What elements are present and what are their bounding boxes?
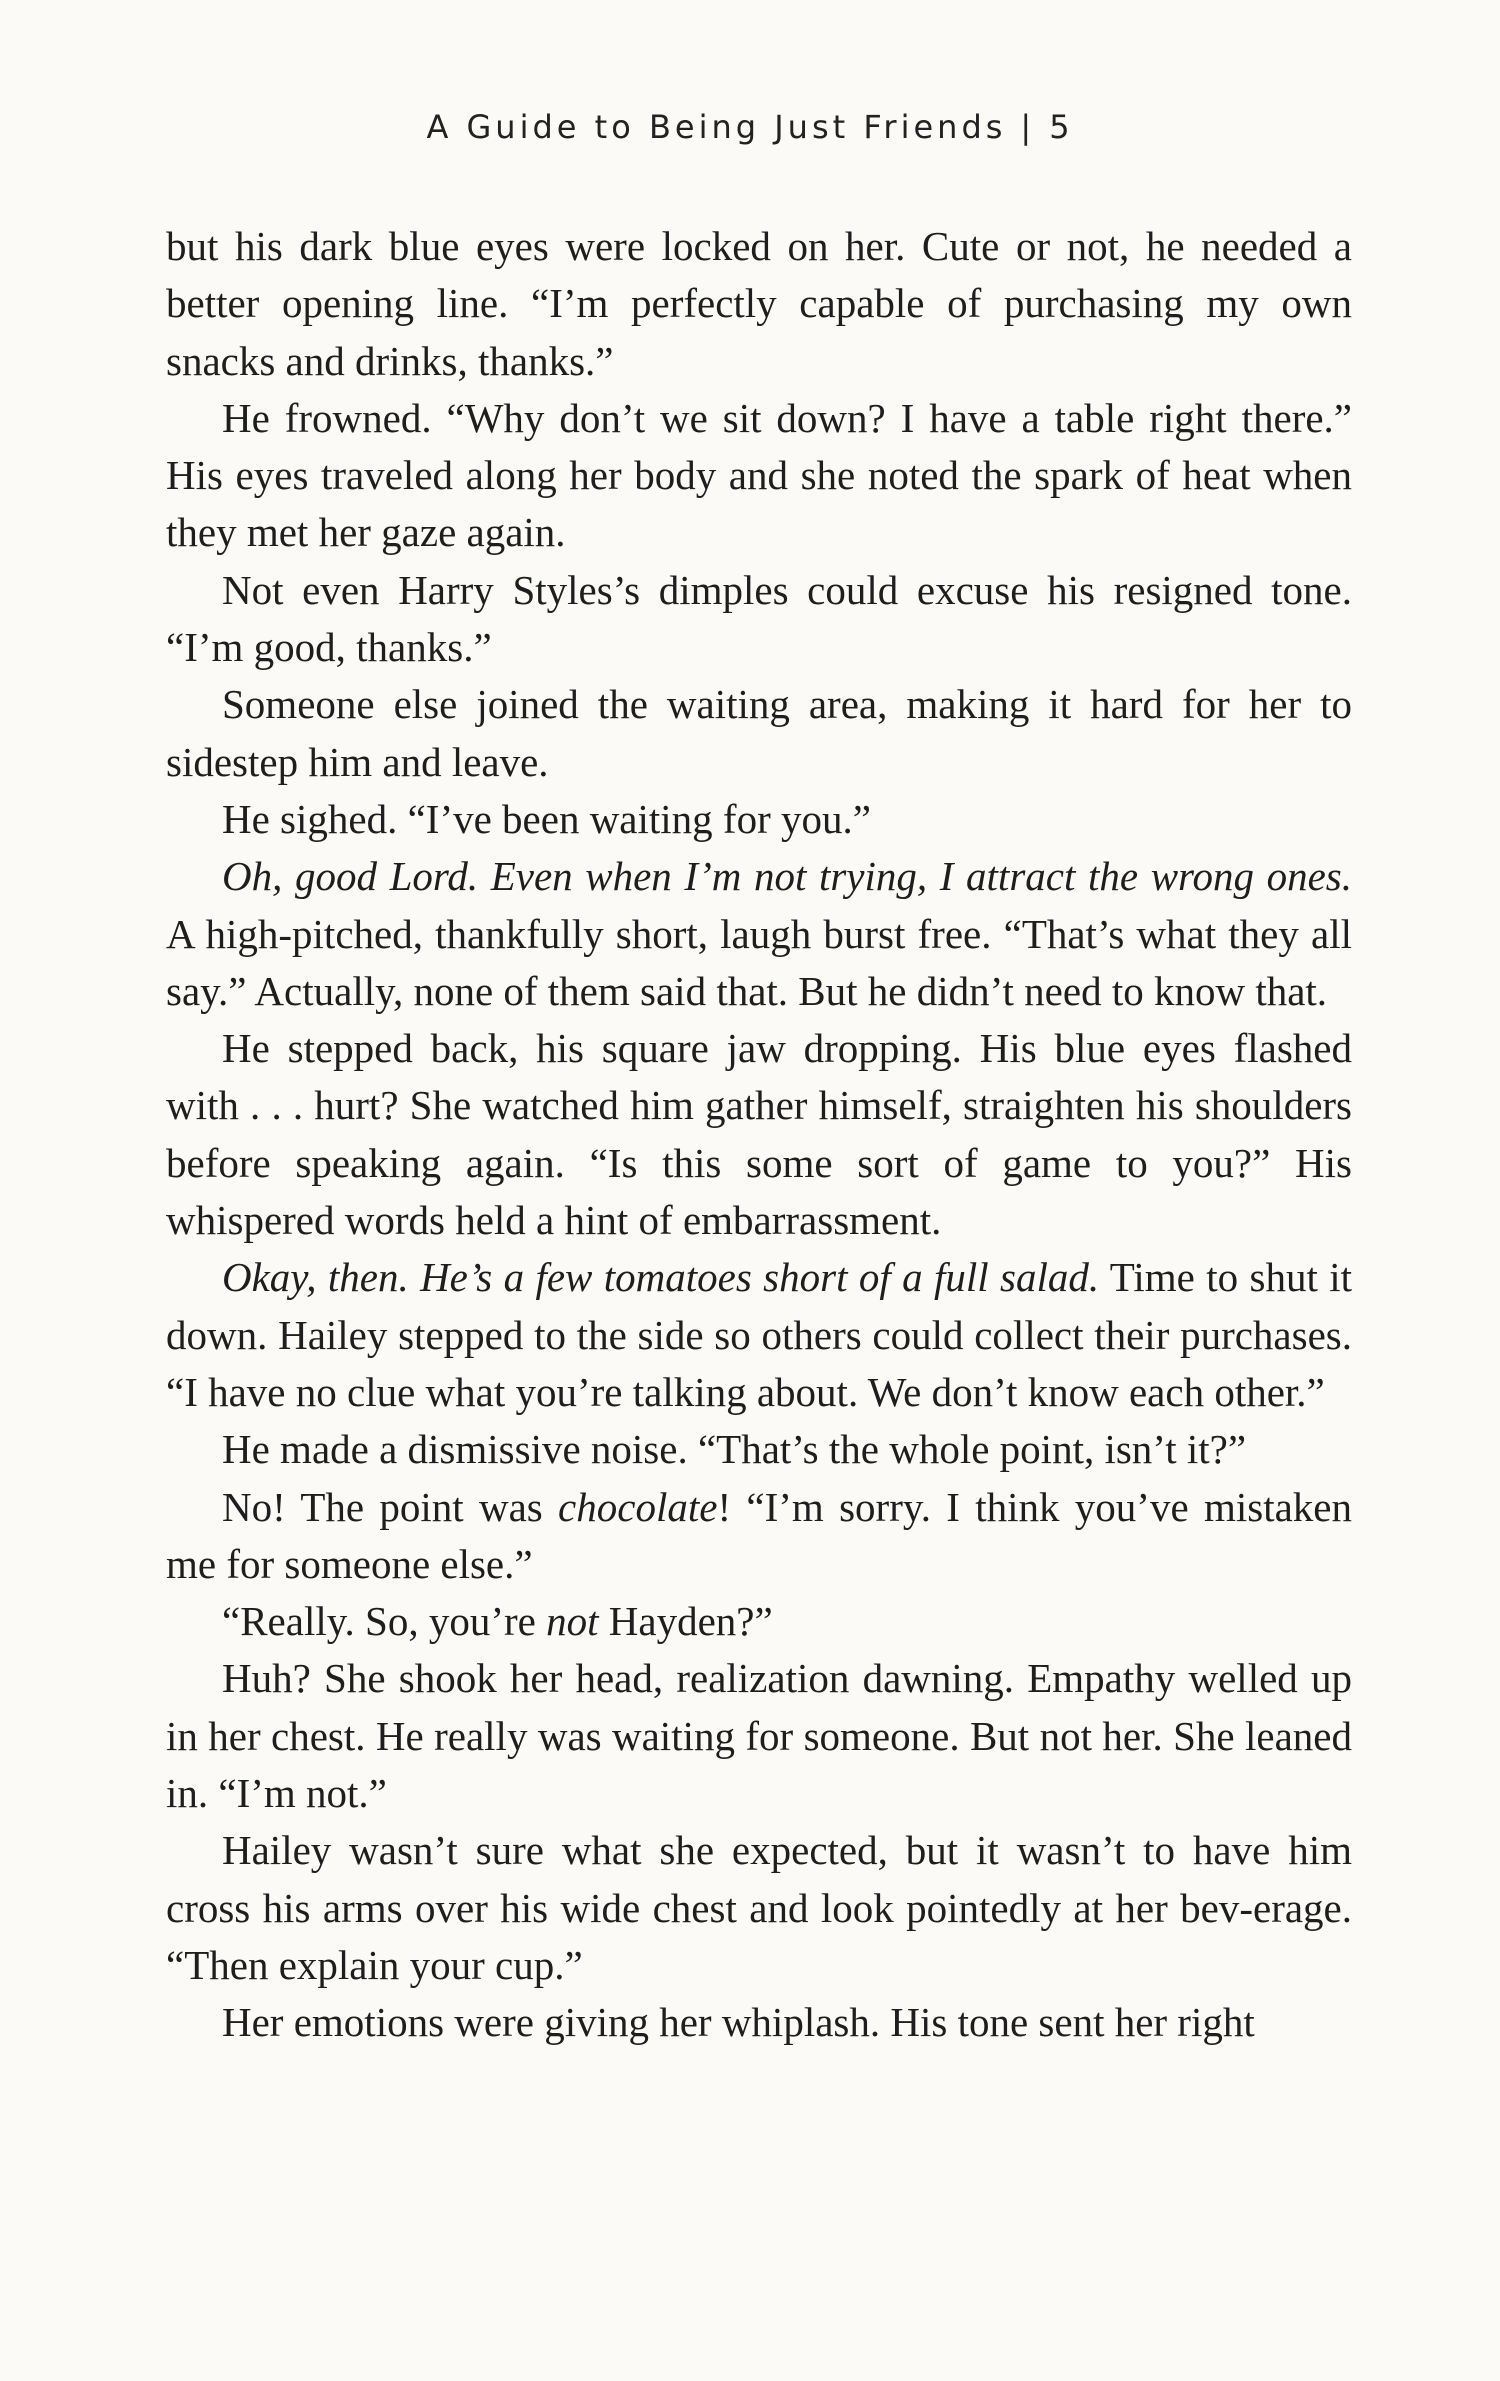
paragraph: Oh, good Lord. Even when I’m not trying, I attract the wrong ones. A high-pitched, thankfully short, laugh burst free. “That’s what they all say.” Actually, none of them said that. But he didn’t need to know that.	[166, 853, 1352, 1014]
paragraph: Someone else joined the waiting area, making it hard for her to sidestep him and leave.	[166, 681, 1352, 785]
page-number: 5	[1049, 108, 1074, 146]
paragraph: Not even Harry Styles’s dimples could excuse his resigned tone. “I’m good, thanks.”	[166, 566, 1352, 671]
paragraph: Huh? She shook her head, realization dawning. Empathy welled up in her chest. He really was waiting for someone. But not her. She leaned in. “I’m not.”	[166, 1655, 1352, 1817]
book-title: A Guide to Being Just Friends	[426, 108, 1007, 146]
paragraph: He frowned. “Why don’t we sit down? I have a table right there.” His eyes traveled along her body and she noted the spark of heat when they met her gaze again.	[166, 394, 1352, 556]
paragraph: He sighed. “I’ve been waiting for you.”	[222, 795, 871, 842]
body-text	[166, 218, 1352, 2052]
italic-emphasis: not	[546, 1598, 599, 1645]
italic-thought: Oh, good Lord. Even when I’m not trying, I attract the wrong ones.	[222, 853, 1352, 900]
paragraph: Okay, then. He’s a few tomatoes short of a full salad. Time to shut it down. Hailey stepped to the side so others could collect their purchases. “I have no clue what you’re talking about. We don’t know each other.”	[166, 1254, 1352, 1415]
paragraph: “Really. So, you’re not Hayden?”	[222, 1598, 773, 1645]
paragraph: Her emotions were giving her whiplash. His tone sent her right	[222, 1999, 1255, 2046]
paragraph: He made a dismissive noise. “That’s the whole point, isn’t it?”	[222, 1426, 1247, 1473]
header-separator: |	[1020, 108, 1036, 146]
paragraph: Hailey wasn’t sure what she expected, but it wasn’t to have him cross his arms over his wide chest and look pointedly at her bev-erage. “Then explain your cup.”	[166, 1827, 1352, 1988]
paragraph: but his dark blue eyes were locked on her. Cute or not, he needed a better opening line. “I’m perfectly capable of purchasing my own snacks and drinks, thanks.”	[166, 223, 1352, 384]
italic-thought: Okay, then. He’s a few tomatoes short of a full salad.	[222, 1254, 1100, 1301]
italic-emphasis: chocolate	[558, 1483, 718, 1530]
running-head	[0, 108, 1500, 146]
paragraph: No! The point was chocolate! “I’m sorry. I think you’ve mistaken me for someone else.”	[166, 1483, 1352, 1587]
paragraph: He stepped back, his square jaw dropping. His blue eyes flashed with . . . hurt? She watched him gather himself, straighten his shoulders before speaking again. “Is this some sort of game to you?” His whispered words held a hint of embarrassment.	[166, 1025, 1352, 1244]
